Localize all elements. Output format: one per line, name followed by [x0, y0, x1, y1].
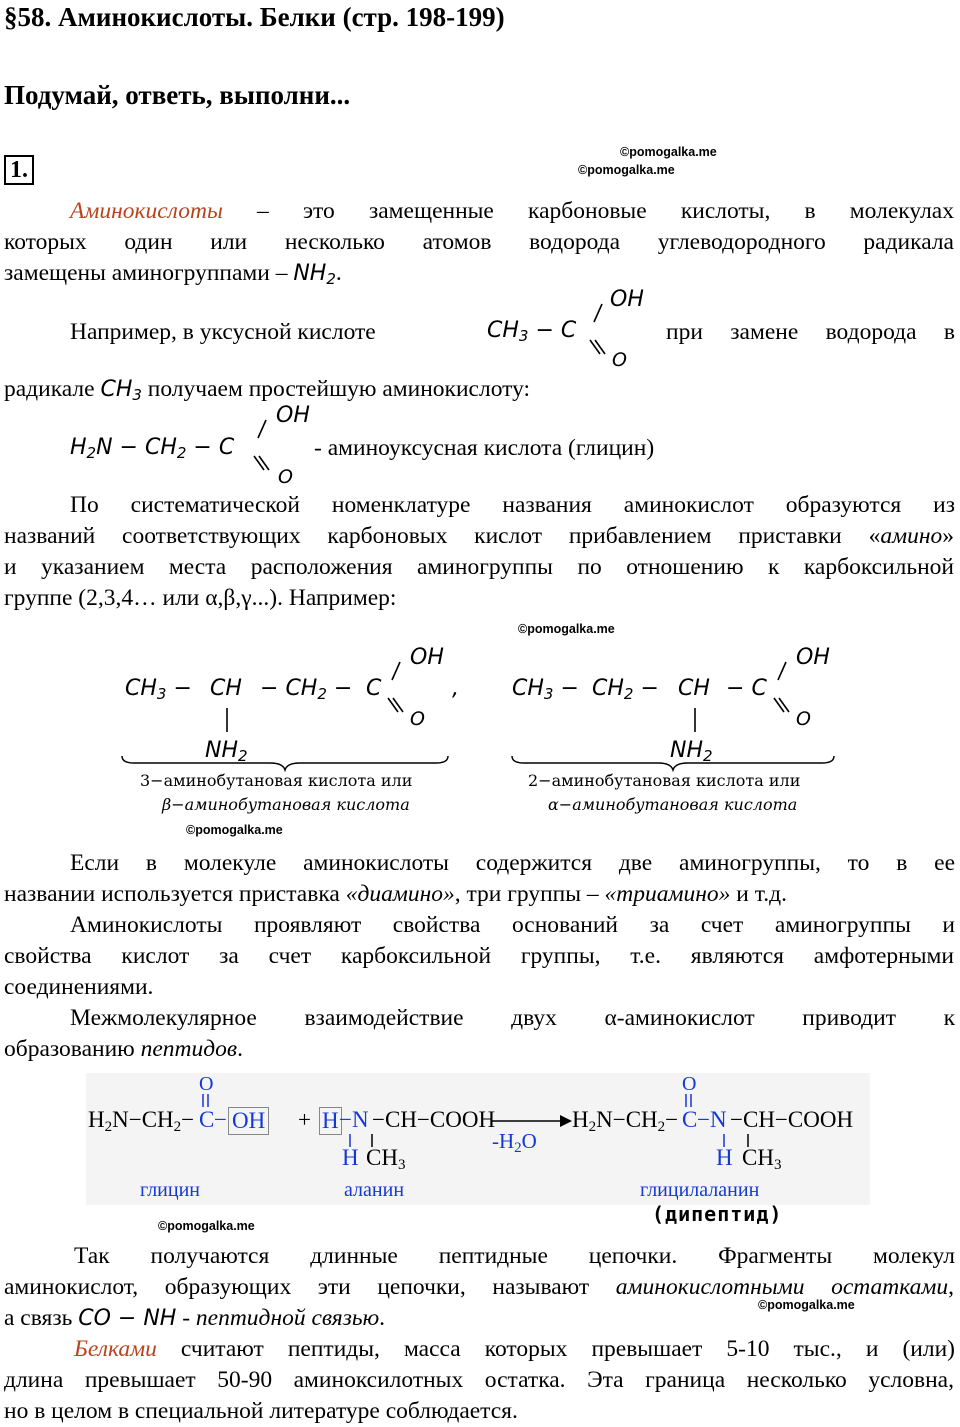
oh-group: OH	[410, 645, 444, 670]
chains-line-1: Так получаются длинные пептидные цепочки. Фрагменты молекул	[74, 1243, 955, 1269]
alanine-label: аланин	[344, 1179, 405, 1201]
text: названий соответствующих карбоновых кислот прибавлением приставки «	[4, 523, 881, 549]
formula-part: − C	[726, 676, 767, 701]
peptide-bond: −N	[697, 1107, 727, 1132]
text-italic: амино	[880, 523, 943, 549]
text: получаем простейшую аминокислоту:	[147, 376, 531, 402]
text-italic: пептидов	[140, 1036, 238, 1062]
definition-line-1	[4, 196, 954, 227]
formula-part: − $CH_2$ −	[260, 676, 353, 703]
text: ,	[948, 1274, 955, 1300]
ch-cooh: −CH−COOH	[372, 1107, 496, 1132]
formula-part: C	[366, 676, 382, 701]
text: радикале	[4, 376, 95, 402]
section-subtitle: Подумай, ответь, выполни...	[4, 80, 351, 110]
carboxyl-bonds	[580, 296, 620, 366]
oh-leaving-group: OH	[228, 1107, 269, 1135]
nh2-group: $NH_2$	[670, 738, 713, 765]
page-title: §58. Аминокислоты. Белки (стр. 198-199)	[4, 2, 505, 32]
text: названии используется приставка	[4, 881, 346, 907]
formula-part: CH	[678, 676, 710, 701]
glycine-formula: $H_2N - CH_2 - C$	[70, 435, 235, 462]
caption: α−аминобутановая кислота	[548, 795, 798, 814]
example-text: при замене водорода в	[666, 319, 955, 345]
text: аминокислот, образующих эти цепочки, называют	[4, 1274, 616, 1300]
nomenclature-line-4: группе (2,3,4… или α,β,γ...). Например:	[4, 585, 397, 611]
carboxyl-bonds	[244, 412, 284, 482]
proteins-line-1	[74, 1334, 955, 1365]
h-leaving-group: H	[319, 1107, 342, 1135]
caption: 3−аминобутановая кислота или	[140, 771, 413, 790]
term-aminoacids: Аминокислоты	[70, 198, 223, 224]
hydrogen-atom: H	[716, 1145, 733, 1170]
reaction-arrow	[490, 1113, 574, 1129]
formula-part: $CH_3$ −	[125, 676, 192, 703]
dipeptide-label: (дипептид)	[652, 1202, 783, 1226]
definition-line-3	[4, 258, 342, 295]
text-italic: аминокислотными остатками	[615, 1274, 949, 1300]
glycine-part: $H_2N-CH_2-$	[88, 1107, 195, 1135]
comma: ,	[452, 676, 459, 701]
definition-line-2: которых один или несколько атомов водорода углеводородного радикала	[4, 229, 954, 255]
o-atom: O	[612, 349, 627, 371]
text: замещены аминогруппами –	[4, 260, 288, 286]
amphoteric-line-2: свойства кислот за счет карбоксильной группы, т.е. являются амфотерными	[4, 943, 954, 969]
nomenclature-line-2	[4, 521, 954, 552]
oxygen-atom: O	[199, 1073, 214, 1095]
peptide-intro-line-1: Межмолекулярное взаимодействие двух α-аминокислот приводит к	[70, 1005, 955, 1031]
plus-sign: +	[298, 1107, 311, 1132]
caption: β−аминобутановая кислота	[162, 795, 410, 814]
o-atom: O	[410, 708, 425, 730]
nh2-group: $NH_2$	[205, 738, 248, 765]
o-atom: O	[278, 466, 293, 488]
amphoteric-line-1: Аминокислоты проявляют свойства оснований за счет аминогруппы и	[70, 912, 955, 938]
text: .	[237, 1036, 243, 1062]
acetic-acid-formula: $CH_3 - C$	[487, 318, 577, 345]
carbon-atom: C	[199, 1107, 215, 1132]
nomenclature-line-3: и указанием места расположения аминогруппы по отношению к карбоксильной	[4, 554, 954, 580]
carboxyl-bonds	[762, 654, 802, 724]
vertical-bond	[690, 706, 700, 736]
watermark: ©pomogalka.me	[578, 163, 675, 177]
proteins-line-2: длина превышает 50-90 аминоксилотных остатка. Эта граница несколько условна,	[4, 1367, 954, 1393]
text: и т.д.	[730, 881, 787, 907]
chains-line-3	[4, 1303, 385, 1334]
task-number: 1.	[4, 155, 34, 185]
nh2-formula: $NH_2$	[293, 261, 336, 288]
formula-part: CH	[210, 676, 242, 701]
text: , три группы –	[454, 881, 605, 907]
text-italic: «диамино»	[345, 881, 455, 907]
glycylalanine-label: глицилаланин	[640, 1179, 760, 1201]
text: .	[335, 260, 342, 286]
amphoteric-line-3: соединениями.	[4, 974, 154, 1000]
dipeptide-part: $H_2N-CH_2-$	[572, 1107, 679, 1135]
text: – это замещенные карбоновые кислоты, в молекулах	[222, 198, 954, 224]
carboxyl-bonds	[376, 654, 416, 724]
watermark: ©pomogalka.me	[186, 823, 283, 837]
diamino-line-2	[4, 879, 787, 910]
nomenclature-line-1: По систематической номенклатуре названия аминокислот образуются из	[70, 492, 955, 518]
watermark: ©pomogalka.me	[518, 622, 615, 636]
peptide-intro-line-2	[4, 1034, 243, 1065]
bond-dash: −	[214, 1107, 227, 1132]
text: .	[379, 1305, 386, 1331]
text-italic: пептидной связью	[195, 1305, 380, 1331]
oh-group: OH	[276, 403, 310, 428]
diamino-line-1: Если в молекуле аминокислоты содержится две аминогруппы, то в ее	[70, 850, 955, 876]
watermark: ©pomogalka.me	[620, 145, 717, 159]
methyl-group: $CH_3$	[742, 1145, 782, 1173]
text: считают пептиды, масса которых превышает 5-10 тыс., и (или)	[156, 1336, 955, 1362]
caption: 2−аминобутановая кислота или	[528, 771, 801, 790]
watermark: ©pomogalka.me	[158, 1219, 255, 1233]
text: -	[176, 1305, 196, 1331]
peptide-reaction-figure	[86, 1073, 870, 1205]
glycine-label: - аминоуксусная кислота (глицин)	[314, 435, 655, 461]
o-atom: O	[796, 708, 811, 730]
carbon-atom: C	[682, 1107, 698, 1132]
proteins-line-3: но в целом в специальной литературе соблюдается.	[4, 1398, 518, 1424]
text-italic: «триамино»	[604, 881, 731, 907]
double-bond	[199, 1093, 213, 1109]
term-proteins: Белками	[74, 1336, 157, 1362]
ch3-formula: $CH_3$	[100, 377, 142, 404]
text: образованию	[4, 1036, 141, 1062]
hydrogen-atom: H	[342, 1145, 359, 1170]
vertical-bond	[222, 706, 232, 736]
oxygen-atom: O	[682, 1073, 697, 1095]
example-line-2	[4, 374, 530, 411]
methyl-group: $CH_3$	[366, 1145, 406, 1173]
text: а связь	[4, 1305, 79, 1331]
formula-part: $CH_2$ −	[592, 676, 659, 703]
oh-group: OH	[796, 645, 830, 670]
glycine-label: глицин	[140, 1179, 200, 1201]
oh-group: OH	[610, 287, 644, 312]
text: »	[942, 523, 954, 549]
bond-dash: −N	[339, 1107, 369, 1132]
watermark: ©pomogalka.me	[758, 1298, 855, 1312]
minus-water: $-H_2O$	[492, 1129, 537, 1156]
co-nh-formula: CO − NH	[78, 1306, 177, 1331]
example-text: Например, в уксусной кислоте	[70, 319, 376, 345]
ch-cooh: −CH−COOH	[730, 1107, 854, 1132]
double-bond	[682, 1093, 696, 1109]
formula-part: $CH_3$ −	[512, 676, 579, 703]
